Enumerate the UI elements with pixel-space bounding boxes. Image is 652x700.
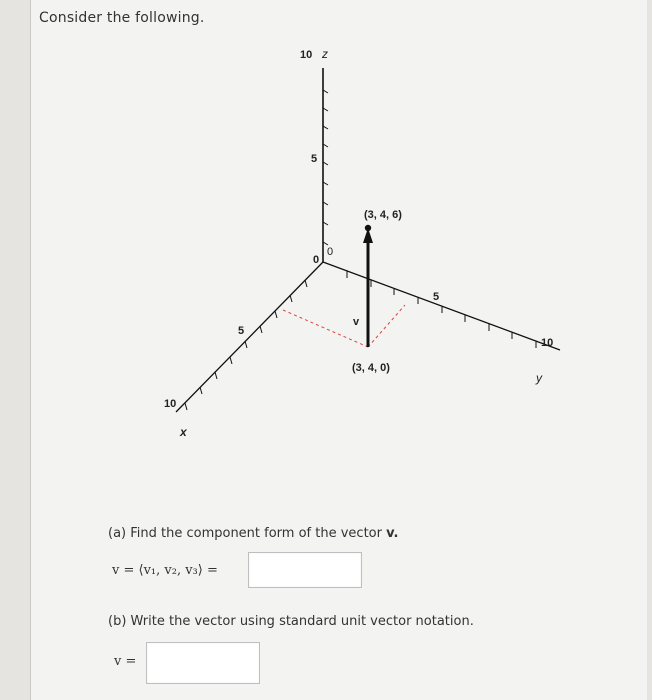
x-axis <box>176 262 323 412</box>
part-a-question <box>108 526 398 541</box>
x-ten-label: 10 <box>164 398 177 410</box>
part-b-answer-input[interactable] <box>146 642 260 684</box>
part-a-equation: v = ⟨v₁, v₂, v₃⟩ = <box>112 563 218 578</box>
y-ten-label: 10 <box>541 337 554 349</box>
z-five-label: 5 <box>311 153 318 165</box>
z-max-label: 10 <box>300 49 313 61</box>
vector-tip-point <box>365 225 371 231</box>
x-ticks <box>185 280 307 410</box>
y-ticks <box>347 271 536 348</box>
bottom-point-label: (3, 4, 0) <box>352 362 390 374</box>
part-b-equation: v = <box>114 654 137 669</box>
vector-v-label: v <box>353 316 360 328</box>
origin-left-label: 0 <box>313 254 320 266</box>
y-five-label: 5 <box>433 291 440 303</box>
projection-lines <box>283 305 405 347</box>
prompt-text: Consider the following. <box>39 10 205 26</box>
z-axis-label: z <box>322 47 328 61</box>
origin-right-label: 0 <box>327 246 334 258</box>
part-a-question-bold: v. <box>386 526 399 541</box>
x-five-label: 5 <box>238 325 245 337</box>
top-point-label: (3, 4, 6) <box>364 209 402 221</box>
part-a-question-text: (a) Find the component form of the vector <box>108 526 382 541</box>
x-axis-label: x <box>180 425 187 439</box>
part-b-question: (b) Write the vector using standard unit vector notation. <box>108 614 474 629</box>
y-axis-label: y <box>536 371 542 385</box>
part-a-answer-input[interactable] <box>248 552 362 588</box>
